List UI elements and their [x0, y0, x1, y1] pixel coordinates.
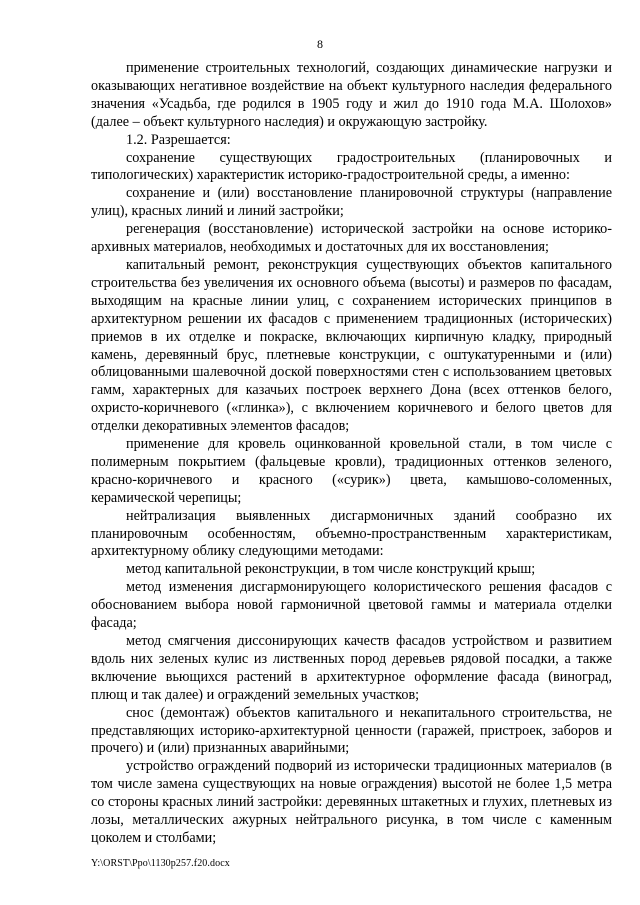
paragraph: регенерация (восстановление) исторической застройки на основе историко-архивных материалов, необходимых и достаточных для их восстановления;: [91, 221, 612, 256]
page-number: 8: [317, 37, 323, 51]
paragraph: сохранение существующих градостроительных (планировочных и типологических) характеристик историко-градостроительной среды, а именно:: [91, 149, 612, 184]
footer-file-path: Y:\ORST\Ppo\1130p257.f20.docx: [91, 858, 230, 869]
paragraph: капитальный ремонт, реконструкция существующих объектов капитального строительства без увеличения их основного объема (высоты) и размеров по фасадам, выходящим на красные линии улиц, с сохранением исторических принципов в архитектурном решении их фасадов с применением традиционных (исторических) приемов в их отделке и покраске, включающих кирпичную кладку, природный камень, деревянный брус, плетневые конструкции, с оштукатуренными и (или) облицованными шалевочной доской поверхностями стен с использованием цветовых гамм, характерных для казачьих построек верхнего Дона (всех оттенков белого, охристо-коричневого («глинка»), с включением коричневого и белого цветов для отделки декоративных элементов фасадов;: [91, 256, 612, 435]
paragraph: метод капитальной реконструкции, в том числе конструкций крыш;: [126, 561, 536, 578]
paragraph: применение для кровель оцинкованной кровельной стали, в том числе с полимерным покрытием (фальцевые кровли), традиционных оттенков зеленого, красно-коричневого и красного («сурик») цвета, камышово-соломенных, керамической черепицы;: [91, 436, 612, 506]
paragraph: метод изменения дисгармонирующего колористического решения фасадов с обоснованием выбора новой гармоничной цветовой гаммы и материала отделки фасада;: [91, 579, 612, 632]
paragraph: применение строительных технологий, создающих динамические нагрузки и оказывающих негативное воздействие на объект культурного наследия федерального значения «Усадьба, где родился в 1905 году и жил до 1910 года М.А. Шолохов» (далее – объект культурного наследия) и окружающую застройку.: [91, 60, 612, 130]
paragraph: нейтрализация выявленных дисгармоничных зданий сообразно их планировочным особенностям, объемно-пространственным характеристикам, архитектурному облику следующими методами:: [91, 507, 612, 560]
paragraph: 1.2. Разрешается:: [126, 131, 231, 148]
paragraph: сохранение и (или) восстановление планировочной структуры (направление улиц), красных линий и линий застройки;: [91, 185, 612, 220]
document-body: [91, 60, 612, 848]
paragraph: метод смягчения диссонирующих качеств фасадов устройством и развитием вдоль них зеленых кулис из лиственных пород деревьев рядовой посадки, а также включение вьющихся растений в архитектурное оформление фасада (виноград, плющ и так далее) и ограждений земельных участков;: [91, 633, 612, 703]
paragraph: снос (демонтаж) объектов капитального и некапитального строительства, не представляющих историко-архитектурной ценности (гаражей, пристроек, заборов и прочего) и (или) признанных аварийными;: [91, 704, 612, 757]
paragraph: устройство ограждений подворий из исторически традиционных материалов (в том числе замена существующих на новые ограждения) высотой не более 1,5 метра со стороны красных линий застройки: деревянных штакетных и глухих, плетневых из лозы, металлических ажурных нейтрального рисунка, в том числе с каменным цоколем и столбами;: [91, 758, 612, 846]
